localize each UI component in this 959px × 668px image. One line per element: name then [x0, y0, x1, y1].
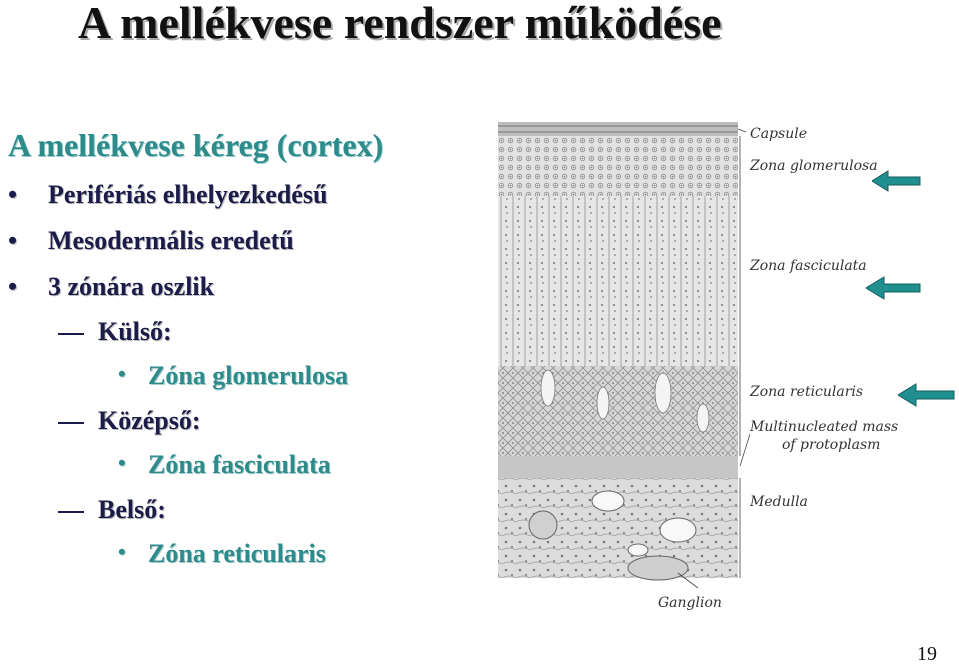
page-number: 19 — [917, 643, 937, 665]
dash-icon — [58, 422, 84, 424]
label-reticularis: Zona reticularis — [750, 384, 864, 400]
bullet-dot-icon: • — [8, 272, 18, 301]
zona-fasciculata-layer — [498, 196, 738, 366]
bullet-item — [8, 226, 294, 256]
zone-position — [98, 317, 172, 347]
dash-icon — [58, 333, 84, 335]
arrow-left-icon — [898, 383, 956, 407]
ganglion-structure — [628, 556, 688, 580]
bullet-dot-icon: • — [8, 226, 18, 255]
label-ganglion: Ganglion — [658, 595, 722, 611]
label-fasciculata: Zona fasciculata — [750, 258, 867, 274]
multinucleated-mass-layer — [498, 456, 738, 478]
dash-icon — [58, 511, 84, 513]
bullet-dot-icon: • — [118, 539, 126, 564]
arrow-left-icon — [866, 276, 922, 300]
bullet-dot-icon: • — [8, 180, 18, 209]
zone-name: Zóna glomerulosa — [148, 361, 349, 390]
bullet-text: Mesodermális eredetű — [48, 226, 294, 255]
zone-name: Zóna fasciculata — [148, 450, 331, 479]
zone-item — [118, 450, 331, 480]
bullet-text: 3 zónára oszlik — [48, 272, 215, 301]
label-medulla: Medulla — [750, 494, 808, 510]
bullet-text: Perifériás elhelyezkedésű — [48, 180, 328, 209]
zone-position-label: Középső: — [98, 406, 201, 435]
zone-position — [98, 495, 166, 525]
zone-position-label: Külső: — [98, 317, 172, 346]
bullet-item — [8, 180, 328, 210]
label-multinucleated-2: of protoplasm — [782, 437, 881, 453]
section-heading: A mellékvese kéreg (cortex) — [8, 127, 384, 163]
zone-name: Zóna reticularis — [148, 539, 326, 568]
bullet-dot-icon: • — [118, 361, 126, 386]
slide-title: A mellékvese rendszer működése — [78, 0, 722, 48]
adrenal-cortex-histology-figure — [488, 118, 948, 618]
zone-position — [98, 406, 201, 436]
zone-item — [118, 539, 326, 569]
label-capsule: Capsule — [750, 126, 807, 142]
zone-position-label: Belső: — [98, 495, 166, 524]
bullet-dot-icon: • — [118, 450, 126, 475]
label-multinucleated: Multinucleated mass — [750, 419, 899, 435]
bullet-item — [8, 272, 215, 302]
arrow-left-icon — [872, 170, 922, 192]
label-glomerulosa: Zona glomerulosa — [750, 158, 878, 174]
capsule-layer — [498, 122, 738, 136]
zone-item — [118, 361, 349, 391]
zona-glomerulosa-layer — [498, 136, 738, 196]
